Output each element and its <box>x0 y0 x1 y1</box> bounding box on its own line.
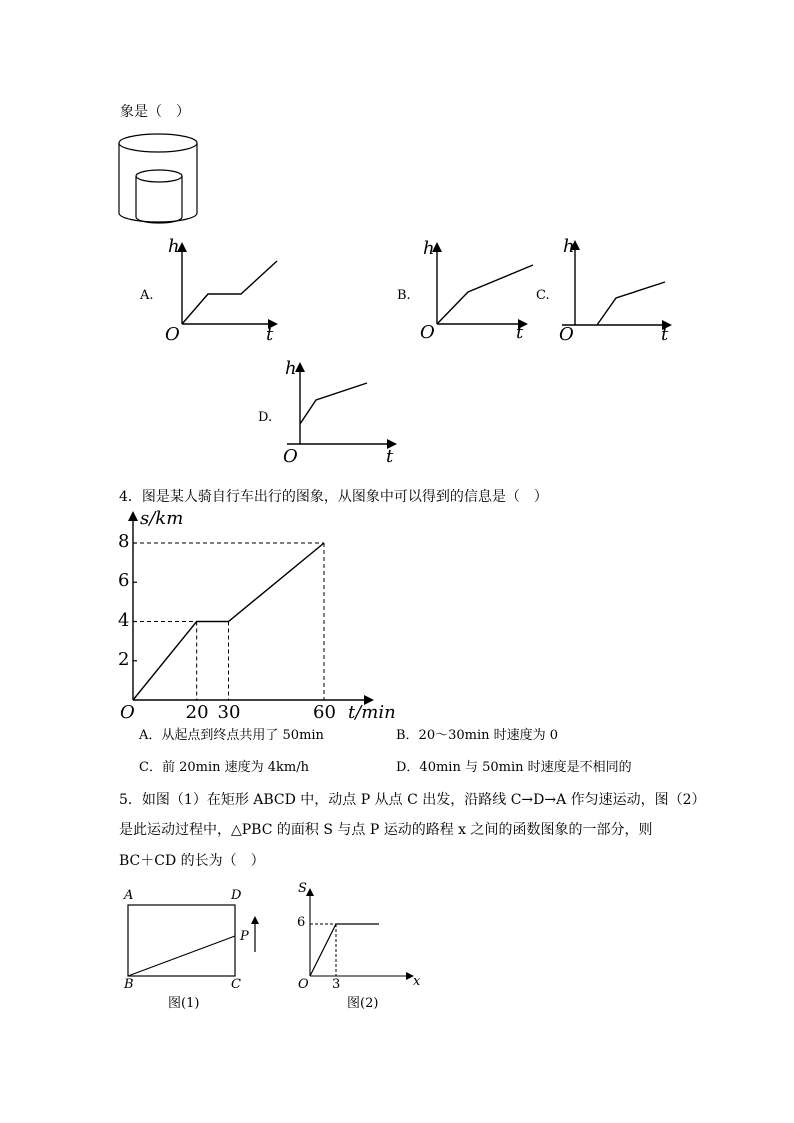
option-d-letter: D. <box>258 410 273 425</box>
fig1-label-p: P <box>240 929 249 944</box>
option-a-letter: A. <box>140 288 154 303</box>
q4-x-tick-label: 30 <box>217 702 241 723</box>
q4-option-c: C．前 20min 速度为 4km/h <box>139 760 309 775</box>
graph-d-x-label: t <box>386 446 394 467</box>
graph-b-y-label: h <box>423 238 435 259</box>
fig2-y-value: 6 <box>297 915 306 930</box>
q4-y-tick-label: 2 <box>118 648 130 670</box>
fig1-label-c: C <box>231 977 241 992</box>
q4-origin-label: O <box>120 702 135 723</box>
q4-option-d: D．40min 与 50min 时速度是不相同的 <box>396 760 632 775</box>
fig2-origin: O <box>298 977 309 992</box>
graph-b-x-label: t <box>516 322 524 343</box>
fig2-x-label: x <box>413 974 421 989</box>
graph-d-origin: O <box>283 446 298 467</box>
fig2-caption: 图(2) <box>347 996 379 1011</box>
q4-option-b: B．20～30min 时速度为 0 <box>396 728 559 743</box>
q4-x-axis-label: t/min <box>348 702 396 723</box>
option-c-letter: C. <box>536 288 550 303</box>
q4-y-tick-label: 6 <box>118 570 130 592</box>
q4-y-axis-label: s/km <box>140 508 184 529</box>
graph-c-origin: O <box>559 324 574 345</box>
q4-y-tick-label: 8 <box>118 531 130 552</box>
graph-a-y-label: h <box>168 236 180 257</box>
fig1-caption: 图(1) <box>168 996 200 1011</box>
option-b-letter: B. <box>397 288 411 303</box>
graph-c-y-label: h <box>563 236 575 257</box>
graph-c-x-label: t <box>661 324 669 345</box>
q4-x-tick-label: 20 <box>185 702 209 723</box>
q4-option-a: A．从起点到终点共用了 50min <box>139 728 324 743</box>
graph-d-y-label: h <box>285 358 297 379</box>
fig1-label-b: B <box>124 977 134 992</box>
fig2-y-label: S <box>298 881 307 896</box>
q3-stem-tail: 象是（ ） <box>120 104 190 120</box>
fig1-label-d: D <box>231 888 242 903</box>
q5-line-3: BC＋CD 的长为（ ） <box>119 853 265 869</box>
q5-line-1: 5．如图（1）在矩形 ABCD 中，动点 P 从点 C 出发，沿路线 C→D→A 作匀速运动，图（2） <box>119 792 706 808</box>
q4-stem: 4．图是某人骑自行车出行的图象，从图象中可以得到的信息是（ ） <box>119 489 548 505</box>
q4-x-tick-label: 60 <box>313 702 336 723</box>
fig1-label-a: A <box>124 888 134 903</box>
graph-a-origin: O <box>165 324 180 345</box>
fig2-x-value: 3 <box>332 977 341 992</box>
graph-b-origin: O <box>420 322 435 343</box>
q5-line-2: 是此运动过程中，△PBC 的面积 S 与点 P 运动的路程 x 之间的函数图象的一部分，则 <box>119 822 653 838</box>
q4-y-tick-label: 4 <box>118 609 130 631</box>
graph-a-x-label: t <box>266 324 274 345</box>
